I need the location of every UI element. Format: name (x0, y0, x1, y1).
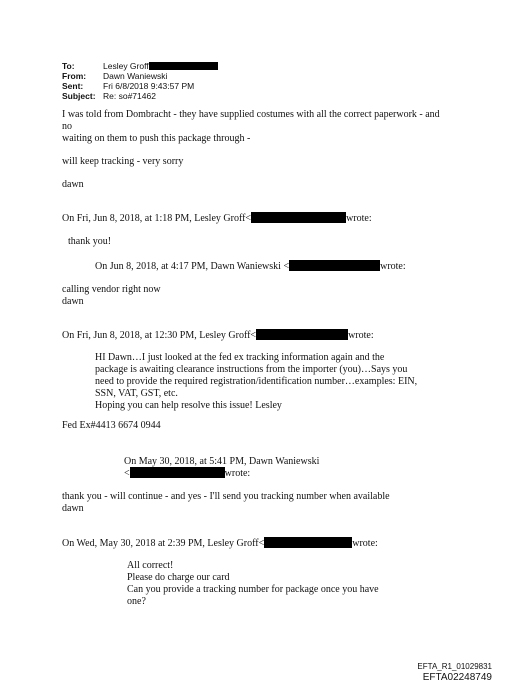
redaction (251, 212, 346, 223)
quoted-line: Can you provide a tracking number for package once you have (127, 584, 379, 595)
redaction (289, 260, 380, 271)
quote-header-text: < (124, 468, 130, 479)
from-label: From: (62, 71, 87, 81)
email-header (62, 61, 262, 105)
quote-header-text: On Fri, Jun 8, 2018, at 12:30 PM, Lesley Groff< (62, 330, 257, 341)
quoted-line: Hoping you can help resolve this issue! Lesley (95, 400, 282, 411)
quote-header-wrote: wrote: (348, 330, 374, 341)
signature: dawn (62, 179, 84, 190)
body-line: thank you - will continue - and yes - I'll send you tracking number when available (62, 491, 390, 502)
quoted-line: HI Dawn…I just looked at the fed ex tracking information again and the (95, 352, 385, 363)
quoted-line: SSN, VAT, GST, etc. (95, 388, 178, 399)
signature: dawn (62, 296, 84, 307)
redaction (149, 62, 218, 70)
quote-header (124, 467, 250, 480)
quote-header-wrote: wrote: (352, 538, 378, 549)
redaction (130, 467, 225, 478)
document-id: EFTA02248749 (422, 672, 492, 683)
subject-value: Re: so#71462 (103, 91, 156, 101)
quote-header: On May 30, 2018, at 5:41 PM, Dawn Waniewski (124, 456, 320, 467)
quote-header-wrote: wrote: (224, 468, 251, 479)
to-label: To: (62, 61, 75, 71)
redaction (264, 537, 352, 548)
signature: dawn (62, 503, 84, 514)
body-line: I was told from Dombracht - they have supplied costumes with all the correct paperwork - and (62, 109, 440, 120)
body-line: calling vendor right now (62, 284, 161, 295)
subject-row (62, 91, 262, 101)
body-line: waiting on them to push this package through - (62, 133, 251, 144)
body-line: no (62, 121, 72, 132)
quote-header-wrote: wrote: (380, 261, 406, 272)
quote-header (62, 212, 372, 225)
sent-row (62, 81, 262, 91)
document-id: EFTA_R1_01029831 (417, 662, 492, 671)
from-value: Dawn Waniewski (103, 71, 168, 81)
to-value (103, 61, 218, 71)
quoted-line: need to provide the required registration/identification number…examples: EIN, (95, 376, 418, 387)
quote-header (95, 260, 406, 273)
to-name: Lesley Groff (103, 61, 149, 71)
quote-header (62, 329, 374, 342)
quoted-line: package is awaiting clearance instructions from the importer (you)…Says you (95, 364, 408, 375)
quoted-line: one? (127, 596, 146, 607)
from-row (62, 71, 262, 81)
quote-header-text: On Wed, May 30, 2018 at 2:39 PM, Lesley Groff< (62, 538, 265, 549)
to-row (62, 61, 262, 71)
quoted-line: Please do charge our card (127, 572, 230, 583)
quote-header-text: On Fri, Jun 8, 2018, at 1:18 PM, Lesley Groff< (62, 213, 252, 224)
sent-value: Fri 6/8/2018 9:43:57 PM (103, 81, 195, 91)
body-line: will keep tracking - very sorry (62, 156, 184, 167)
tracking-number: Fed Ex#4413 6674 0944 (62, 420, 161, 431)
quoted-line: All correct! (127, 560, 174, 571)
sent-label: Sent: (62, 81, 84, 91)
quote-header-text: On Jun 8, 2018, at 4:17 PM, Dawn Waniewski < (95, 261, 290, 272)
quoted-line: thank you! (68, 236, 112, 247)
quote-header (62, 537, 378, 550)
subject-label: Subject: (62, 91, 96, 101)
quote-header-wrote: wrote: (346, 213, 372, 224)
redaction (256, 329, 348, 340)
